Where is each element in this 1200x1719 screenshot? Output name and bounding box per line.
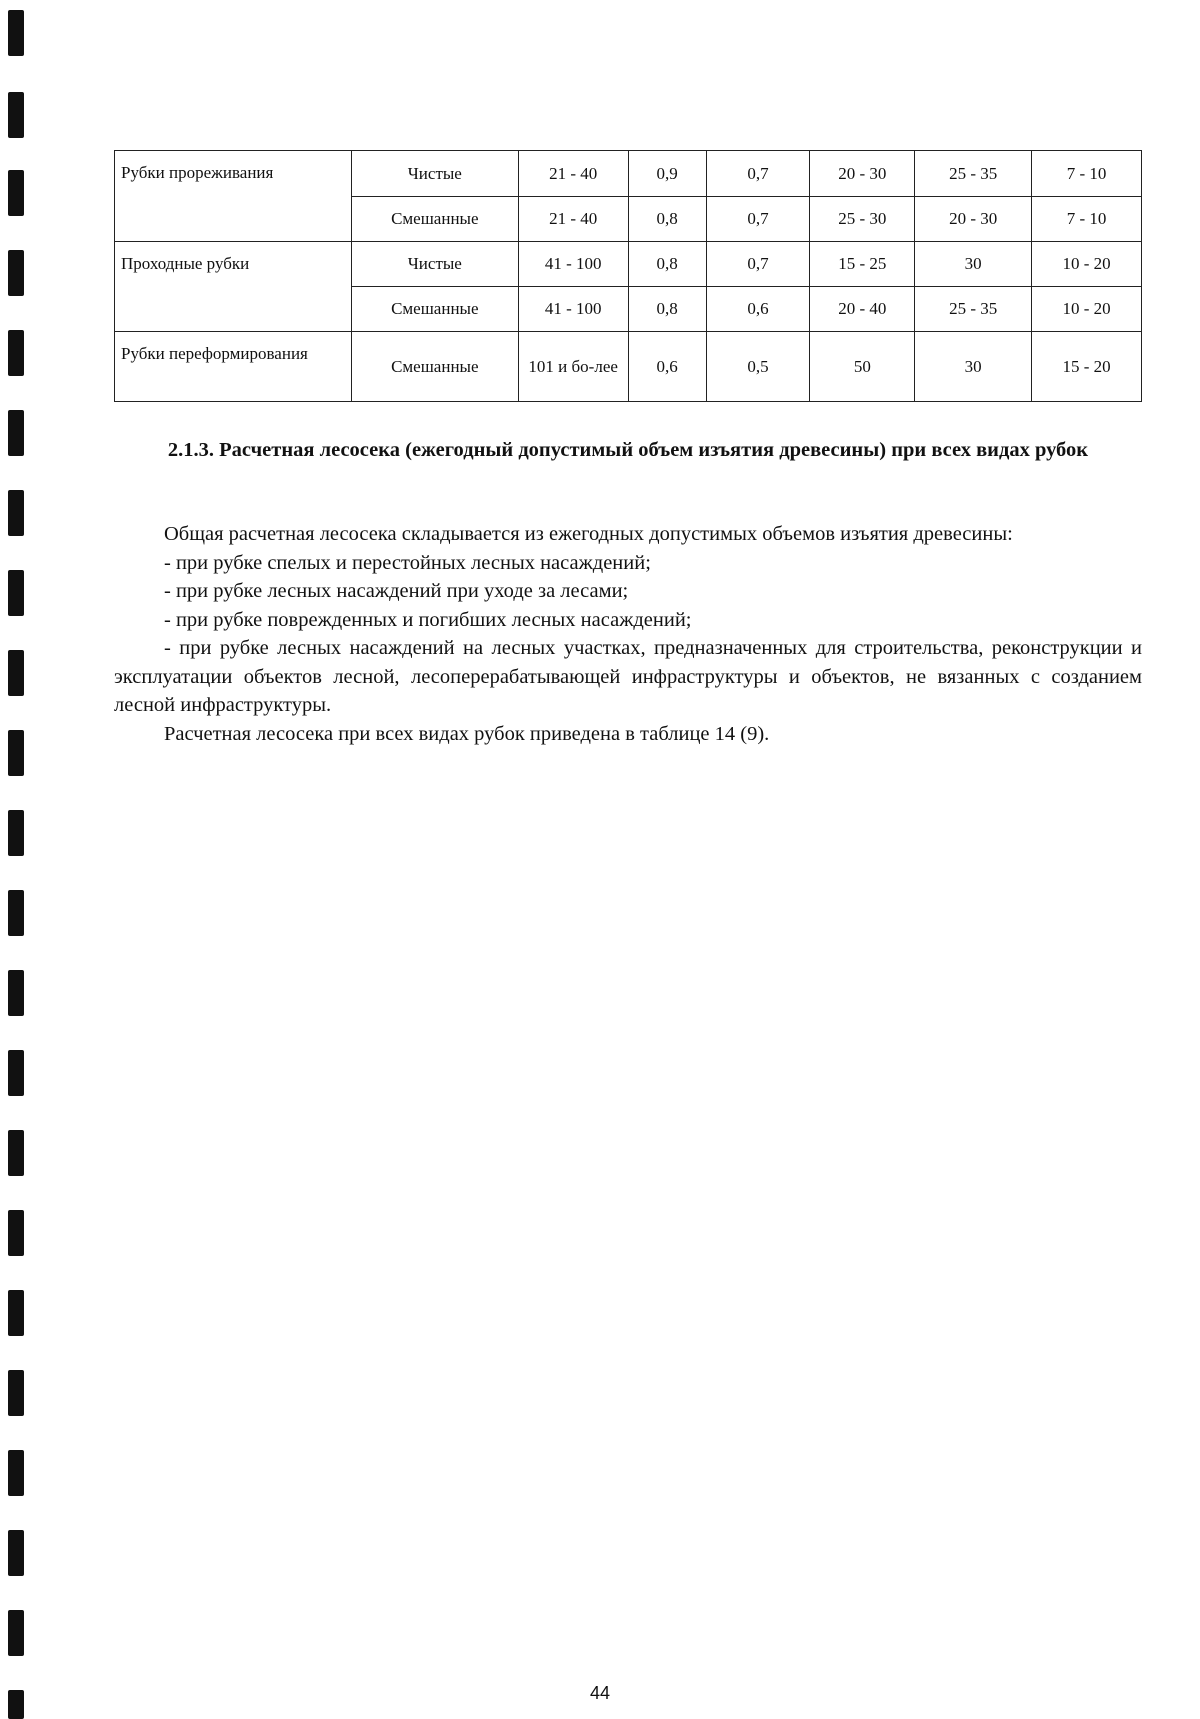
table-cell: 15 - 20	[1032, 332, 1142, 402]
table-cell: 30	[915, 332, 1032, 402]
binding-hole-mark	[8, 1370, 24, 1416]
binding-hole-mark	[8, 1530, 24, 1576]
page-number: 44	[589, 1683, 611, 1703]
table-cell: Рубки переформирования	[115, 332, 352, 402]
table-cell: 101 и бо-лее	[518, 332, 628, 402]
binding-hole-mark	[8, 490, 24, 536]
table-cell: 15 - 25	[810, 242, 915, 287]
table-cell: 0,7	[706, 242, 810, 287]
section-body	[114, 520, 1142, 748]
table-cell: 0,8	[628, 197, 706, 242]
binding-hole-mark	[8, 92, 24, 138]
table-cell: 10 - 20	[1032, 287, 1142, 332]
table-cell: 21 - 40	[518, 197, 628, 242]
list-item: - при рубке спелых и перестойных лесных насаждений;	[164, 551, 651, 574]
binding-hole-mark	[8, 410, 24, 456]
binding-hole-mark	[8, 730, 24, 776]
table-cell: Рубки прореживания	[115, 151, 352, 242]
table-cell: 0,8	[628, 242, 706, 287]
binding-hole-mark	[8, 1450, 24, 1496]
table-cell: 30	[915, 242, 1032, 287]
cutting-parameters-table	[114, 150, 1142, 402]
table-cell: Чистые	[351, 242, 518, 287]
table-cell: 25 - 35	[915, 287, 1032, 332]
table-cell: 20 - 30	[915, 197, 1032, 242]
list-item: - при рубке поврежденных и погибших лесных насаждений;	[164, 608, 692, 631]
binding-hole-mark	[8, 810, 24, 856]
table-cell: 0,7	[706, 151, 810, 197]
table-cell: Смешанные	[351, 287, 518, 332]
table-cell: 7 - 10	[1032, 197, 1142, 242]
table-cell: 20 - 40	[810, 287, 915, 332]
closing-paragraph: Расчетная лесосека при всех видах рубок приведена в таблице 14 (9).	[164, 722, 770, 745]
table-cell: 0,7	[706, 197, 810, 242]
table-cell: 0,9	[628, 151, 706, 197]
list-item: - при рубке лесных насаждений на лесных участках, предназначенных для строительства, реконструкции и эксплуатации объектов лесной, лесоперерабатывающей инфраструктуры и объектов, не вязанных с созданием лесной инфраструктуры.	[114, 637, 1142, 716]
binding-hole-mark	[8, 250, 24, 296]
table-cell: Смешанные	[351, 332, 518, 402]
binding-hole-mark	[8, 1130, 24, 1176]
table-cell: 0,5	[706, 332, 810, 402]
binding-hole-mark	[8, 1050, 24, 1096]
table-cell: 10 - 20	[1032, 242, 1142, 287]
table-cell: 21 - 40	[518, 151, 628, 197]
binding-hole-mark	[8, 170, 24, 216]
table-cell: 0,8	[628, 287, 706, 332]
table-cell: Смешанные	[351, 197, 518, 242]
table-cell: 41 - 100	[518, 287, 628, 332]
binding-holes	[8, 0, 28, 1719]
binding-hole-mark	[8, 970, 24, 1016]
intro-paragraph: Общая расчетная лесосека складывается из ежегодных допустимых объемов изъятия древесины:	[164, 523, 1013, 545]
table-row	[115, 151, 1142, 197]
table-cell: 25 - 30	[810, 197, 915, 242]
table-cell: Чистые	[351, 151, 518, 197]
table-cell: 50	[810, 332, 915, 402]
table-cell: 20 - 30	[810, 151, 915, 197]
table-cell: Проходные рубки	[115, 242, 352, 332]
table-row	[115, 242, 1142, 287]
table-cell: 25 - 35	[915, 151, 1032, 197]
binding-hole-mark	[8, 330, 24, 376]
table-cell: 0,6	[628, 332, 706, 402]
table-cell: 41 - 100	[518, 242, 628, 287]
list-item: - при рубке лесных насаждений при уходе за лесами;	[164, 580, 629, 602]
table-cell: 7 - 10	[1032, 151, 1142, 197]
binding-hole-mark	[8, 890, 24, 936]
binding-hole-mark	[8, 570, 24, 616]
binding-hole-mark	[8, 650, 24, 696]
table-row	[115, 332, 1142, 402]
binding-hole-mark	[8, 1210, 24, 1256]
table-cell: 0,6	[706, 287, 810, 332]
section-heading: 2.1.3. Расчетная лесосека (ежегодный допустимый объем изъятия древесины) при всех видах рубок	[167, 439, 1089, 461]
binding-hole-mark	[8, 1290, 24, 1336]
binding-hole-mark	[8, 1610, 24, 1656]
binding-hole-mark	[8, 10, 24, 56]
